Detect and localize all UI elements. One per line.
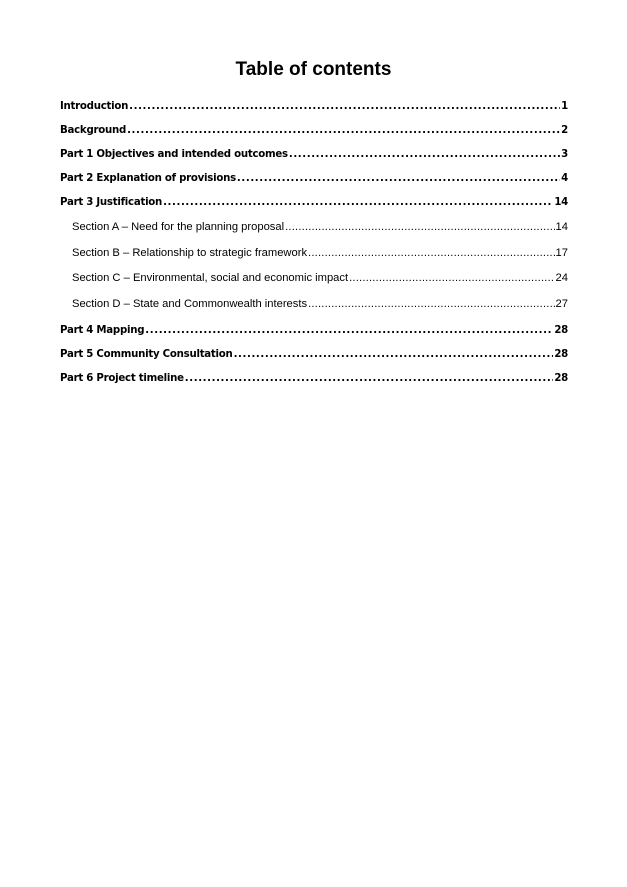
toc-entry-page: 28 [554, 373, 568, 384]
toc-entry-page: 2 [561, 125, 568, 136]
toc-dot-leader [237, 170, 560, 188]
toc-entry-label: Part 5 Community Consultation [60, 349, 233, 360]
toc-dot-leader [127, 122, 560, 140]
toc-entry-page: 3 [561, 149, 568, 160]
toc-entry-part-4[interactable] [60, 322, 568, 346]
toc-entry-part-6[interactable] [60, 370, 568, 394]
toc-entry-label: Background [60, 125, 127, 136]
toc-entry-part-3[interactable] [60, 194, 568, 218]
toc-dot-leader [308, 295, 554, 313]
toc-entry-page: 14 [554, 197, 568, 208]
toc-dot-leader [145, 322, 553, 340]
toc-entry-section-c[interactable] [60, 269, 568, 295]
toc-dot-leader [289, 146, 560, 164]
toc-entry-label: Introduction [60, 101, 129, 112]
toc-dot-leader [285, 218, 554, 236]
toc-entry-page: 28 [554, 349, 568, 360]
toc-dot-leader [185, 370, 554, 388]
toc-entry-label: Part 4 Mapping [60, 325, 145, 336]
toc-dot-leader [129, 98, 560, 116]
toc-entry-background[interactable] [60, 122, 568, 146]
toc-entry-part-5[interactable] [60, 346, 568, 370]
toc-entry-section-d[interactable] [60, 295, 568, 321]
toc-entry-part-2[interactable] [60, 170, 568, 194]
toc-entry-label: Part 6 Project timeline [60, 373, 184, 384]
toc-entry-introduction[interactable] [60, 98, 568, 122]
toc-entry-page: 24 [555, 272, 568, 284]
toc-entry-part-1[interactable] [60, 146, 568, 170]
toc-dot-leader [308, 244, 555, 262]
toc-dot-leader [234, 346, 554, 364]
toc-entry-label: Part 1 Objectives and intended outcomes [60, 149, 288, 160]
toc-entry-page: 27 [555, 297, 568, 310]
toc-entry-label: Section A – Need for the planning proposal [72, 221, 285, 233]
toc-entry-label: Section D – State and Commonwealth interests [72, 297, 308, 310]
toc-entry-section-a[interactable] [60, 218, 568, 244]
toc-entry-page: 4 [561, 173, 568, 184]
toc-dot-leader [349, 269, 554, 287]
toc-dot-leader [163, 194, 553, 212]
toc-entry-page: 14 [555, 221, 568, 233]
toc-entry-page: 28 [554, 325, 568, 336]
toc-entry-label: Section C – Environmental, social and economic impact [72, 272, 349, 284]
toc-entry-page: 17 [555, 246, 568, 259]
table-of-contents [60, 98, 568, 394]
page-title: Table of contents [235, 59, 392, 80]
toc-entry-label: Section B – Relationship to strategic framework [72, 246, 308, 259]
toc-entry-label: Part 2 Explanation of provisions [60, 173, 236, 184]
toc-entry-label: Part 3 Justification [60, 197, 163, 208]
toc-entry-section-b[interactable] [60, 244, 568, 270]
toc-entry-page: 1 [561, 101, 568, 112]
